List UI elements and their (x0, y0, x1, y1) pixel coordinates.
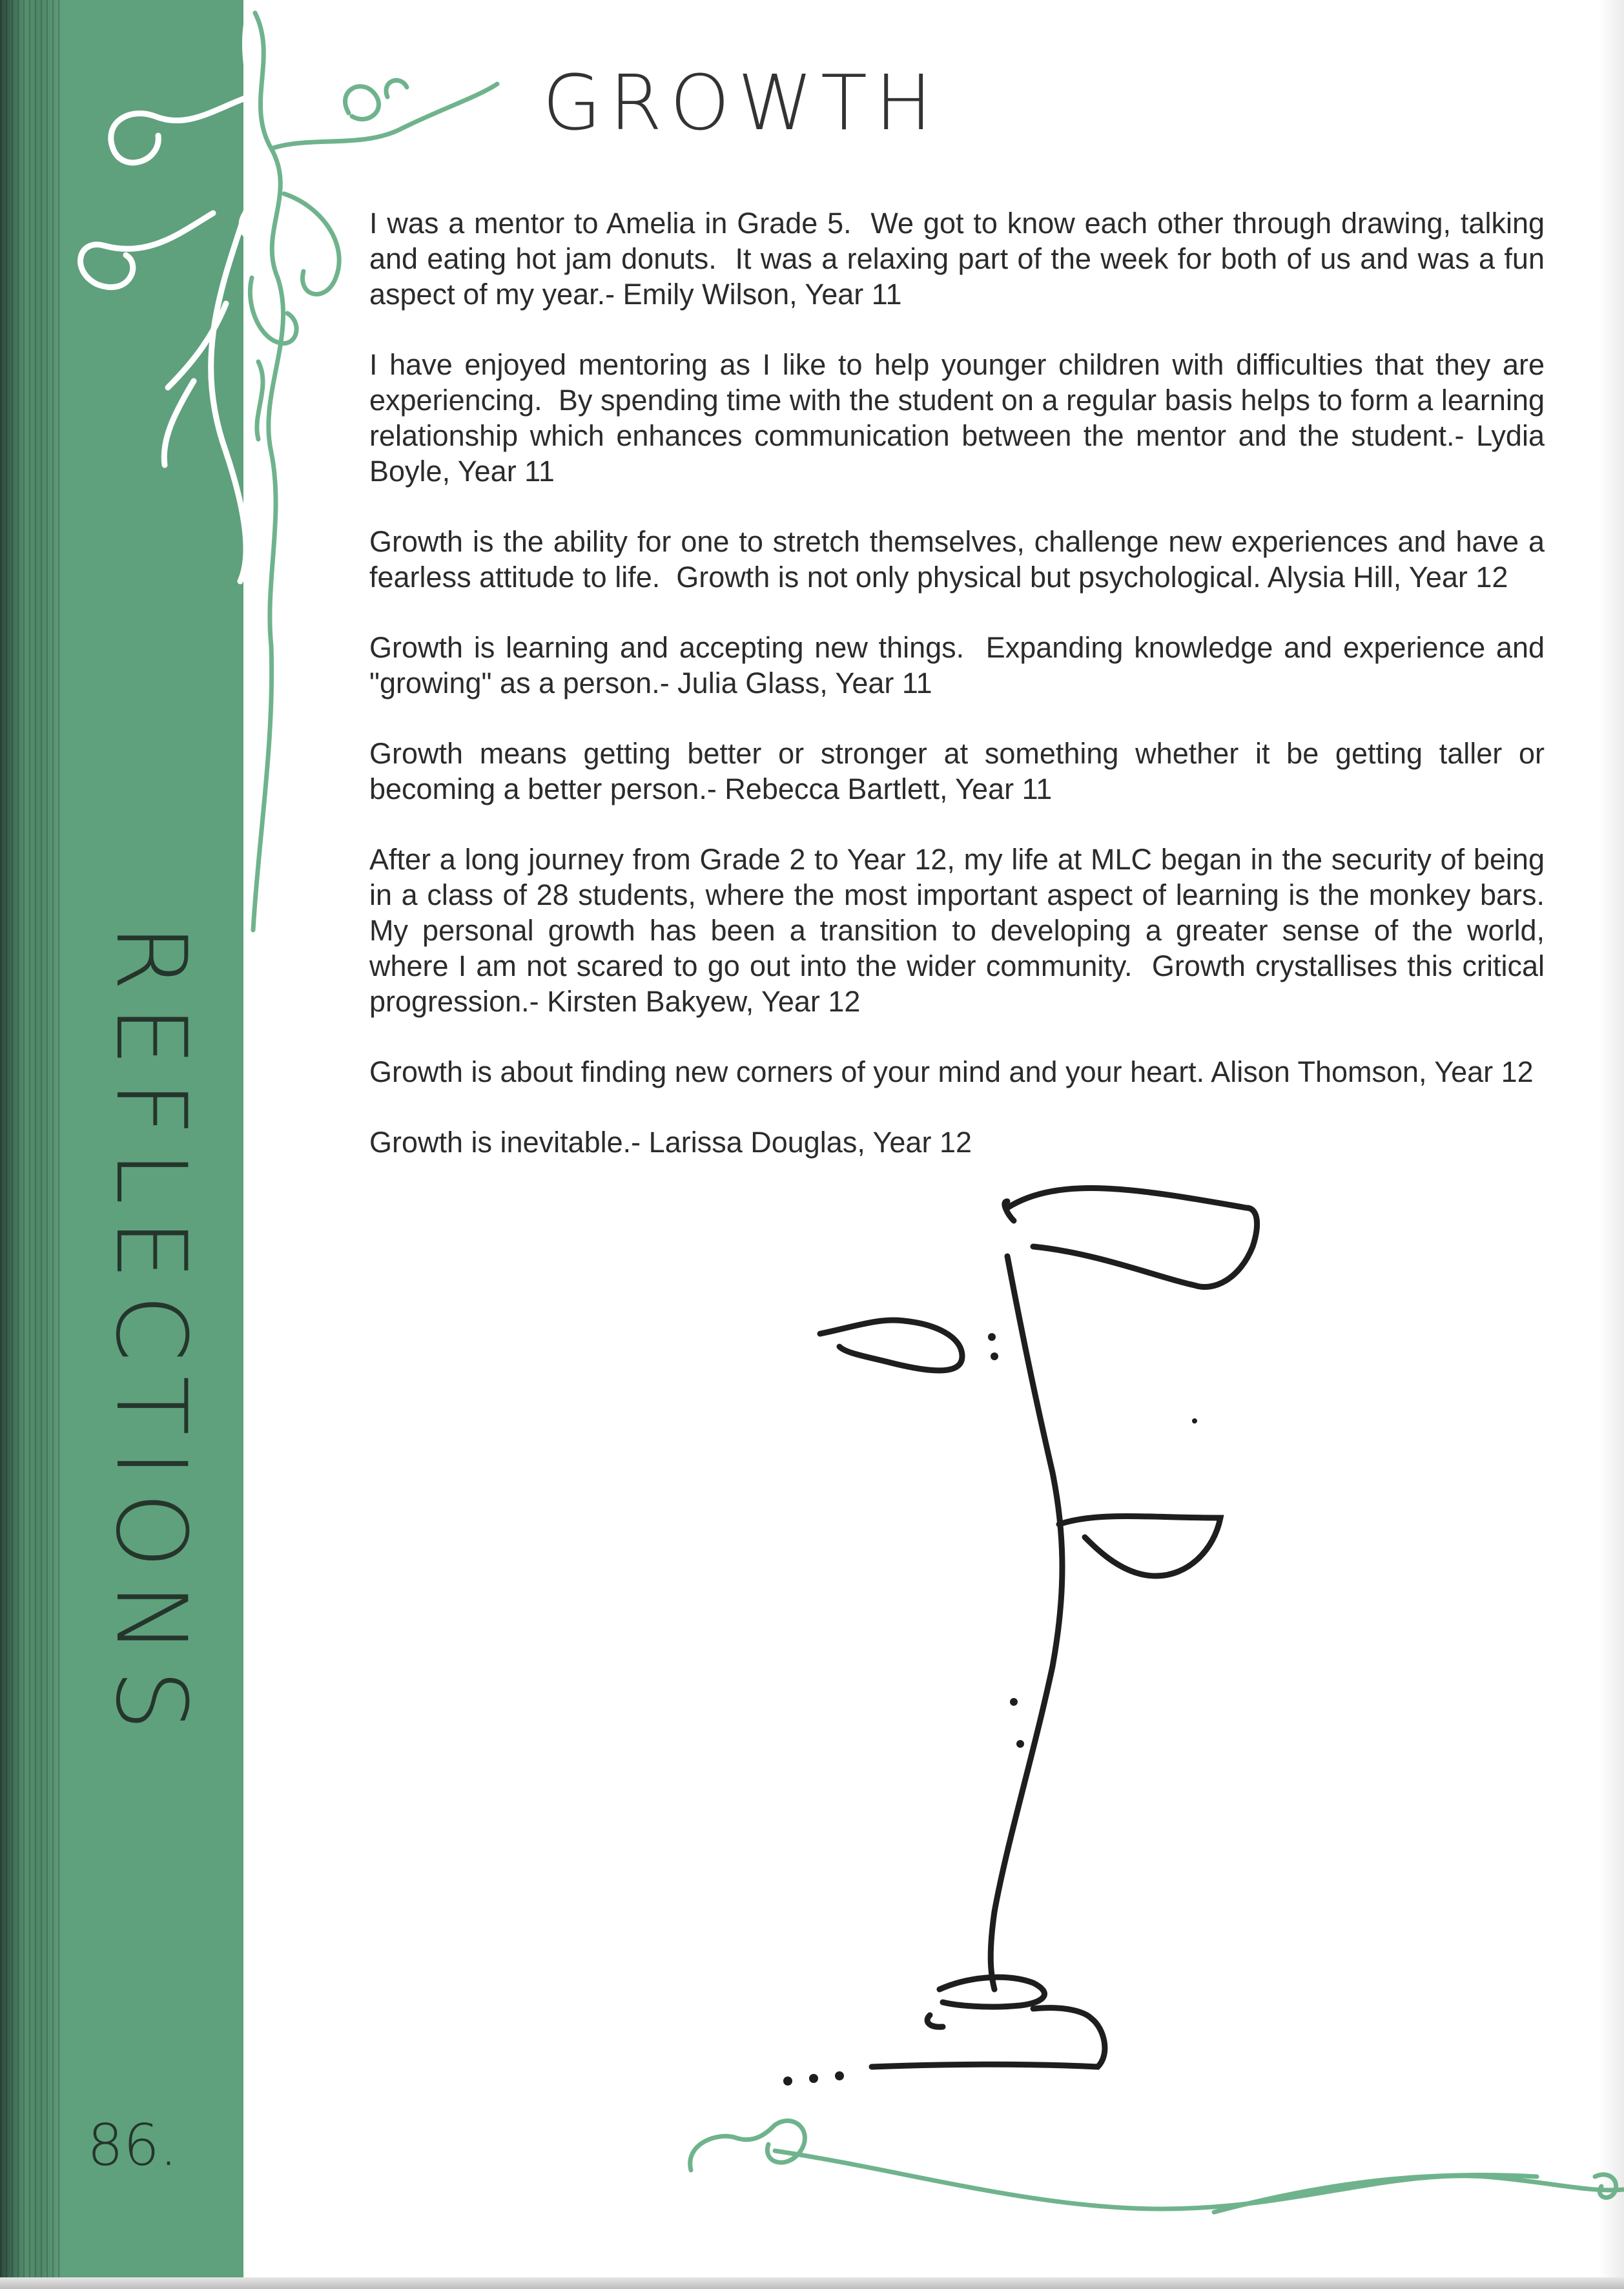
reflection-text: I have enjoyed mentoring as I like to help younger children with difficulties that they are experiencing. By spending time with the student on a regular basis helps to form a learning relationship which enhances communication between the mentor and the student.- Lydia Boyle, Year 11 (369, 348, 1553, 488)
reflection-paragraph (369, 1124, 1545, 1160)
reflection-paragraph (369, 347, 1553, 489)
bottom-vine-icon (690, 2121, 1624, 2212)
reflection-paragraph (369, 736, 1553, 807)
reflection-paragraph (369, 842, 1553, 1019)
reflection-paragraph (369, 630, 1553, 701)
page-title: GROWTH (542, 58, 940, 147)
page-number: 86. (87, 2112, 178, 2179)
section-title-vertical: REFLECTIONS (94, 924, 207, 1745)
reflection-text: Growth is about finding new corners of your mind and your heart. Alison Thomson, Year 12 (369, 1055, 1534, 1088)
reflection-text: Growth is inevitable.- Larissa Douglas, Year 12 (369, 1126, 972, 1159)
reflection-paragraph (369, 205, 1553, 312)
reflection-paragraph (369, 524, 1553, 595)
reflection-text: After a long journey from Grade 2 to Year 12, my life at MLC began in the security of being in a class of 28 students, where the most important aspect of learning is the monkey bars. My personal growth has been a transition to developing a greater sense of the world, where I am not scared to go out into the wider community. Growth crystallises this critical progression.- Kirsten Bakyew, Year 12 (369, 843, 1553, 1018)
reflection-text: I was a mentor to Amelia in Grade 5. We got to know each other through drawing, talking and eating hot jam donuts. It was a relaxing part of the week for both of us and was a fun aspect of my year.- Emily Wilson, Year 11 (369, 207, 1553, 311)
reflection-text: Growth means getting better or stronger at something whether it be getting taller or becoming a better person.- Rebecca Bartlett, Year 11 (369, 737, 1553, 805)
reflection-text: Growth is the ability for one to stretch themselves, challenge new experiences and have a fearless attitude to life. Growth is not only physical but psychological. Alysia Hill, Year 12 (369, 525, 1553, 594)
reflections-list (369, 205, 1553, 1195)
page-bottom-edge (0, 2277, 1624, 2289)
reflection-paragraph (369, 1054, 1545, 1090)
reflection-text: Growth is learning and accepting new things. Expanding knowledge and experience and "growing" as a person.- Julia Glass, Year 11 (369, 631, 1553, 699)
face-illustration-icon (820, 1188, 1257, 2067)
